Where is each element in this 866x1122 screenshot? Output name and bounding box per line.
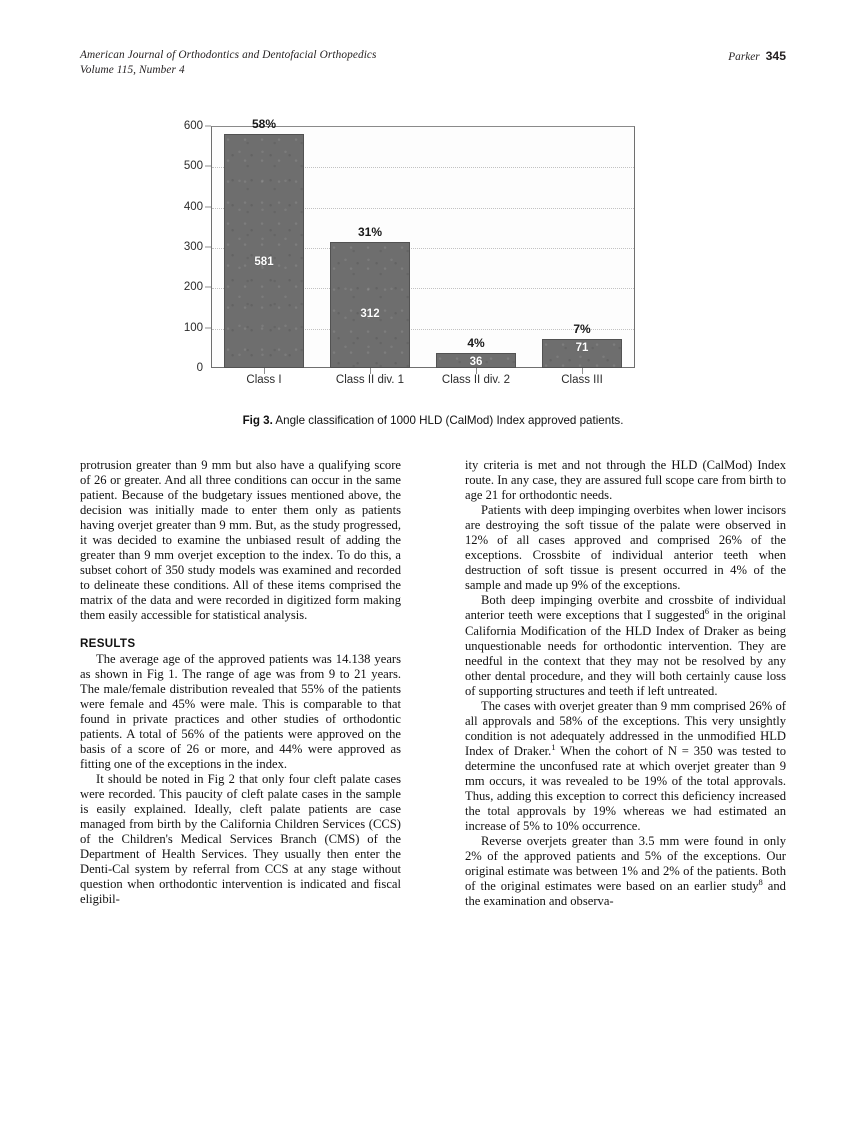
x-axis-tick-label: Class III: [561, 374, 603, 386]
y-axis: [166, 120, 211, 374]
paragraph: protrusion greater than 9 mm but also have a qualifying score of 26 or greater. And all three conditions can occur in the same patient. Because of the budgetary issues mentioned above, the decision was initially made to enter them only as patients having overjet greater than 9 mm. But, as the study progressed, it was decided to examine the unbiased result of adding the greater than 9 mm overjet exception to the index. To do this, a subset cohort of 350 study models was examined and recorded to delineate these conditions. All of these items comprised the matrix of the data and were recorded in digitized form making them easily accessible for statistical analysis.: [80, 458, 401, 623]
bar: [330, 242, 410, 368]
y-axis-tick-label: 200: [183, 281, 203, 294]
paragraph-text: The cases with overjet greater than 9 mm comprised 26% of all approvals and 58% of the exceptions. This very unsightly condition is not adequately addressed in the unmodified HLD Index of Draker.: [465, 698, 786, 758]
paragraph: ity criteria is met and not through the HLD (CalMod) Index route. In any case, they are assured full scope care from birth to age 21 for orthodontic needs.: [465, 458, 786, 503]
paragraph-text: When the cohort of N = 350 was tested to determine the unconfused rate at which overjet greater than 9 mm occurs, it was revealed to be 19% of the total approvals. Thus, adding this exception to correct this deficiency increased the total approvals by 19% whereas we had estimated an increase of 5% to 10% occurrence.: [465, 743, 786, 834]
reference-marker: 6: [704, 606, 710, 617]
paragraph: It should be noted in Fig 2 that only four cleft palate cases were recorded. This paucity of cleft palate cases in the sample is easily explained. Ideally, cleft palate patients are case managed from birth by the California Children Services (CCS) of the Children's Medical Services Branch (CMS) of the Department of Health Services. They usually then enter the Denti-Cal system by referral from CCS at any stage without question when orthodontic intervention is indicated and fiscal eligibil-: [80, 771, 401, 907]
bar-value-label: 312: [360, 307, 380, 320]
journal-title: American Journal of Orthodontics and Dentofacial Orthopedics: [80, 49, 377, 61]
paragraph: [465, 593, 786, 698]
y-axis-tick-label: 300: [183, 241, 203, 253]
page-number: 345: [765, 49, 786, 63]
running-head-journal: [80, 48, 377, 78]
paragraph-text: Reverse overjets greater than 3.5 mm were found in only 2% of the approved patients and 5% of the exceptions. Our original estimate was between 1% and 2% of the patients. Both of the original estimates were based on an earlier study: [465, 834, 786, 894]
bar-percent-label: 7%: [573, 322, 591, 337]
y-axis-tick-label: 400: [183, 200, 203, 213]
x-axis-tick-label: Class II div. 2: [441, 374, 511, 386]
paragraph-text: in the original California Modification of the HLD Index of Draker as being unquestionable needs for orthodontic intervention. They are needful in the context that they may not be resolved by any other dental procedure, and they will both certainly cause loss of supporting structures and teeth if left untreated.: [465, 608, 786, 698]
figure-caption: [80, 414, 786, 427]
reference-marker: 8: [758, 877, 763, 888]
figure-caption-text: Angle classification of 1000 HLD (CalMod) Index approved patients.: [272, 414, 624, 427]
bar-percent-label: 4%: [467, 336, 485, 351]
right-column: [465, 458, 786, 909]
paragraph: The average age of the approved patients was 14.138 years as shown in Fig 1. The range of age was from 9 to 21 years. The male/female distribution revealed that 55% of the patients were female and 45% were male. This is comparable to that found in private practices and other studies of orthodontic patients. A total of 56% of the patients were approved on the basis of a score of 26 or more, and 44% were approved as fitting one of the exceptions in the index.: [80, 651, 401, 771]
paragraph-text: and the examination and observa-: [465, 879, 786, 909]
reference-marker: 1: [551, 741, 556, 752]
paragraph-text: Both deep impinging overbite and crossbite of individual anterior teeth were exceptions that I suggested: [465, 593, 786, 623]
x-axis-tick-mark: [370, 368, 371, 374]
paragraph: [465, 834, 786, 909]
paragraph: Patients with deep impinging overbites when lower incisors are destroying the soft tissue of the palate were observed in 12% of all cases approved and comprised 26% of the exceptions. Crossbite of individual anterior teeth when destruction of soft tissue is present occurred in 4% of the sample and made up 9% of the exceptions.: [465, 503, 786, 593]
y-axis-tick-label: 500: [183, 160, 203, 173]
y-axis-tick-label: 0: [196, 362, 203, 374]
body-columns: [80, 458, 786, 1038]
bar: [224, 134, 304, 368]
y-axis-tick-label: 100: [183, 321, 203, 334]
bar-percent-label: 58%: [251, 116, 277, 131]
running-head: [80, 48, 786, 80]
figure-caption-label: Fig 3.: [242, 414, 273, 427]
bar-percent-label: 31%: [357, 225, 383, 240]
bar-value-label: 581: [254, 255, 274, 268]
bar-chart: [80, 112, 786, 400]
y-axis-tick-label: 600: [183, 120, 203, 132]
section-heading-results: RESULTS: [80, 636, 136, 650]
x-axis-tick-label: Class I: [246, 374, 282, 386]
x-axis: [211, 374, 635, 394]
bar-value-label: 36: [469, 356, 483, 369]
x-axis-tick-label: Class II div. 1: [335, 374, 405, 386]
x-axis-tick-mark: [582, 368, 583, 374]
x-axis-tick-mark: [264, 368, 265, 374]
running-head-author-page: [728, 48, 786, 65]
left-column: [80, 458, 401, 907]
bars-layer: [211, 116, 635, 369]
paragraph: [465, 699, 786, 834]
bar-value-label: 71: [575, 342, 589, 355]
running-head-author: Parker: [728, 51, 760, 63]
figure-3: [80, 112, 786, 427]
journal-volume: Volume 115, Number 4: [80, 64, 185, 76]
x-axis-tick-mark: [476, 368, 477, 374]
